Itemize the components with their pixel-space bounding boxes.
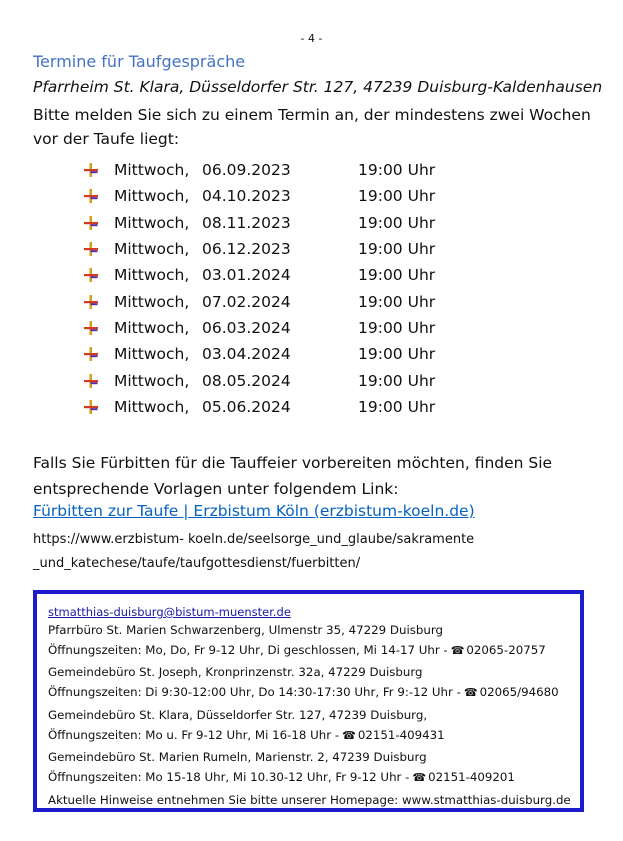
appointment-date: 06.03.2024 [202, 318, 291, 337]
appointment-time: 19:00 Uhr [358, 292, 436, 311]
appointment-day: Mittwoch, [114, 371, 190, 390]
appointment-date: 08.05.2024 [202, 371, 291, 390]
appointment-day: Mittwoch, [114, 292, 190, 311]
appointment-item [84, 315, 435, 341]
office-entry [48, 621, 570, 663]
cross-bullet-icon [84, 242, 114, 256]
cross-bullet-icon [84, 189, 114, 203]
section-heading: Termine für Taufgespräche [33, 52, 246, 71]
appointment-time: 19:00 Uhr [358, 187, 436, 206]
office-entry [48, 663, 570, 705]
office-name: Gemeindebüro St. Klara, Düsseldorfer Str. 127, 47239 Duisburg, [48, 707, 428, 722]
appointment-date: 06.12.2023 [202, 240, 291, 259]
appointment-date: 05.06.2024 [202, 397, 291, 416]
cross-bullet-icon [84, 347, 114, 361]
telephone-icon: ☎ [450, 643, 465, 657]
office-hours: Öffnungszeiten: Mo u. Fr 9-12 Uhr, Mi 16-18 Uhr - [48, 727, 340, 742]
office-hours-line [48, 726, 570, 746]
cross-bullet-icon [84, 321, 114, 335]
appointment-day: Mittwoch, [114, 345, 190, 364]
appointment-item [84, 210, 435, 236]
fuerbitten-text: Falls Sie Fürbitten für die Tauffeier vorbereiten möchten, finden Sie entsprechende Vorlagen unter folgendem Link: [33, 454, 553, 498]
appointment-date: 07.02.2024 [202, 292, 291, 311]
telephone-icon: ☎ [463, 686, 478, 700]
page-number: - 4 - [300, 32, 323, 45]
contact-email-link[interactable]: stmatthias-duisburg@bistum-muenster.de [48, 605, 291, 619]
appointment-item [84, 236, 435, 262]
office-hours-line [48, 683, 570, 703]
office-hours: Öffnungszeiten: Di 9:30-12:00 Uhr, Do 14:30-17:30 Uhr, Fr 9:-12 Uhr - [48, 685, 461, 700]
appointment-day: Mittwoch, [114, 397, 190, 416]
cross-bullet-icon [84, 295, 114, 309]
cross-bullet-icon [84, 268, 114, 282]
appointment-time: 19:00 Uhr [358, 161, 436, 180]
appointment-list [84, 157, 435, 420]
appointment-item [84, 183, 435, 209]
fuerbitten-link[interactable]: Fürbitten zur Taufe | Erzbistum Köln (erzbistum-koeln.de) [33, 502, 475, 520]
appointment-date: 04.10.2023 [202, 187, 291, 206]
appointment-time: 19:00 Uhr [358, 240, 436, 259]
office-entry [48, 748, 570, 790]
appointment-item [84, 288, 435, 314]
office-hours: Öffnungszeiten: Mo, Do, Fr 9-12 Uhr, Di geschlossen, Mi 14-17 Uhr - [48, 642, 448, 657]
appointment-item [84, 157, 435, 183]
office-name: Pfarrbüro St. Marien Schwarzenberg, Ulmenstr 35, 47229 Duisburg [48, 623, 444, 637]
appointment-date: 08.11.2023 [202, 213, 291, 232]
appointment-item [84, 367, 435, 393]
appointment-day: Mittwoch, [114, 318, 190, 337]
office-phone: 02065-20757 [466, 642, 546, 657]
office-name: Gemeindebüro St. Joseph, Kronprinzenstr. 32a, 47229 Duisburg [48, 665, 423, 680]
office-phone: 02065/94680 [479, 685, 559, 700]
appointment-date: 06.09.2023 [202, 161, 291, 180]
venue-address: Pfarrheim St. Klara, Düsseldorfer Str. 127, 47239 Duisburg-Kaldenhausen [33, 78, 603, 96]
appointment-day: Mittwoch, [114, 187, 190, 206]
office-phone: 02151-409201 [428, 769, 515, 784]
office-hours: Öffnungszeiten: Mo 15-18 Uhr, Mi 10.30-12 Uhr, Fr 9-12 Uhr - [48, 769, 410, 784]
office-hours-line [48, 768, 570, 788]
appointment-time: 19:00 Uhr [358, 213, 436, 232]
appointment-day: Mittwoch, [114, 240, 190, 259]
contact-footer: Aktuelle Hinweise entnehmen Sie bitte unserer Homepage: www.stmatthias-duisburg.de [48, 792, 571, 807]
appointment-day: Mittwoch, [114, 161, 190, 180]
appointment-time: 19:00 Uhr [358, 345, 436, 364]
cross-bullet-icon [84, 163, 114, 177]
appointment-time: 19:00 Uhr [358, 266, 436, 285]
office-entry [48, 706, 570, 748]
fuerbitten-url: https://www.erzbistum- koeln.de/seelsorge_und_glaube/sakramente _und_katechese/taufe/taufgottesdienst/fuerbitten/ [33, 532, 475, 571]
intro-text: Bitte melden Sie sich zu einem Termin an, der mindestens zwei Wochen vor der Taufe liegt: [33, 106, 591, 148]
appointment-item [84, 341, 435, 367]
appointment-day: Mittwoch, [114, 213, 190, 232]
cross-bullet-icon [84, 216, 114, 230]
appointment-time: 19:00 Uhr [358, 371, 436, 390]
cross-bullet-icon [84, 374, 114, 388]
appointment-time: 19:00 Uhr [358, 318, 436, 337]
office-name: Gemeindebüro St. Marien Rumeln, Marienstr. 2, 47239 Duisburg [48, 750, 427, 765]
appointment-date: 03.01.2024 [202, 266, 291, 285]
telephone-icon: ☎ [412, 770, 427, 784]
telephone-icon: ☎ [342, 728, 356, 742]
appointment-time: 19:00 Uhr [358, 397, 436, 416]
contact-box [33, 590, 584, 812]
appointment-day: Mittwoch, [114, 266, 190, 285]
appointment-item [84, 394, 435, 420]
office-phone: 02151-409431 [357, 727, 445, 742]
appointment-item [84, 262, 435, 288]
office-hours-line [48, 641, 570, 661]
appointment-date: 03.04.2024 [202, 345, 291, 364]
cross-bullet-icon [84, 400, 114, 414]
office-list [48, 621, 570, 791]
